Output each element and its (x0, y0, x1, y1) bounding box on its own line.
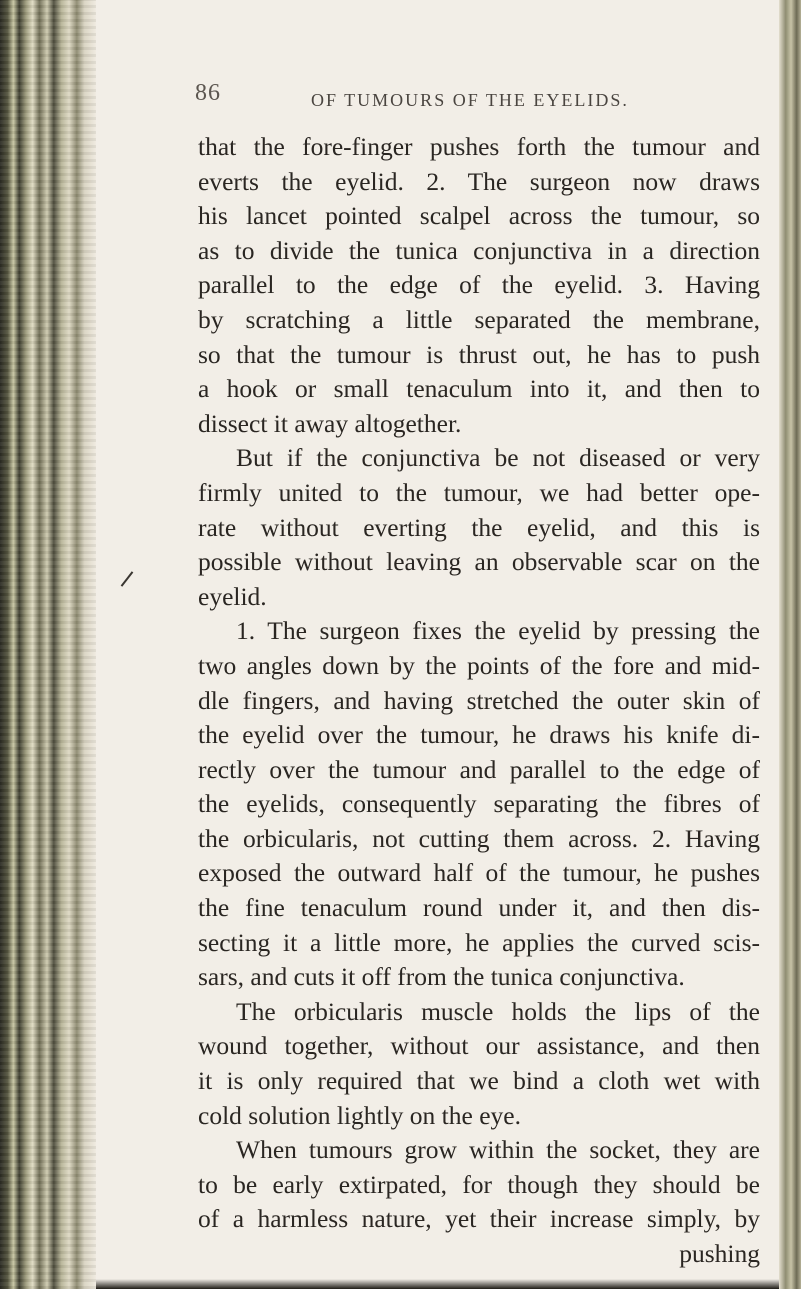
text-line: rate without everting the eyelid, and this is (198, 512, 760, 542)
text-line: a hook or small tenaculum into it, and then to (198, 374, 760, 404)
text-line: wound together, without our assistance, and then (198, 1031, 760, 1061)
text-line: his lancet pointed scalpel across the tumour, so (198, 201, 760, 231)
text-line: dle fingers, and having stretched the outer skin of (198, 685, 760, 715)
text-line: it is only required that we bind a cloth wet with (198, 1066, 760, 1096)
text-line: the eyelid over the tumour, he draws his knife di- (198, 720, 760, 750)
page-fore-edge (779, 0, 801, 1289)
body-text (198, 130, 760, 1272)
text-line: parallel to the edge of the eyelid. 3. Having (198, 270, 760, 300)
text-line: 1. The surgeon fixes the eyelid by pressing the (236, 616, 760, 646)
text-line: eyelid. (198, 581, 267, 611)
text-line: dissect it away altogether. (198, 408, 462, 438)
running-head: OF TUMOURS OF THE EYELIDS. (311, 90, 629, 110)
text-line: the fine tenaculum round under it, and then dis- (198, 893, 760, 923)
text-line: by scratching a little separated the membrane, (198, 304, 760, 334)
text-line: secting it a little more, he applies the curved scis- (198, 927, 760, 957)
text-line: cold solution lightly on the eye. (198, 1100, 521, 1130)
text-line: The orbicularis muscle holds the lips of the (236, 996, 760, 1026)
page-bottom-shadow (96, 1279, 779, 1289)
text-line: to be early extirpated, for though they should be (198, 1169, 760, 1199)
page-number: 86 (195, 80, 221, 106)
text-line: the orbicularis, not cutting them across. 2. Having (198, 823, 760, 853)
text-line: of a harmless nature, yet their increase simply, by (198, 1204, 760, 1234)
text-line: that the fore-finger pushes forth the tumour and (198, 132, 760, 161)
text-line: possible without leaving an observable scar on the (198, 547, 760, 577)
text-line: so that the tumour is thrust out, he has to push (198, 339, 760, 369)
text-line: exposed the outward half of the tumour, he pushes (198, 858, 760, 888)
text-line: When tumours grow within the socket, they are (236, 1135, 760, 1165)
page-header (195, 80, 755, 120)
text-line: sars, and cuts it off from the tunica conjunctiva. (198, 962, 685, 992)
text-line: firmly united to the tumour, we had better ope- (198, 477, 760, 507)
text-line: But if the conjunctiva be not diseased or very (236, 443, 760, 473)
text-line: the eyelids, consequently separating the fibres of (198, 789, 760, 819)
text-line: as to divide the tunica conjunctiva in a direction (198, 235, 760, 265)
text-line: two angles down by the points of the fore and mid- (198, 650, 760, 680)
text-line: everts the eyelid. 2. The surgeon now draws (198, 166, 760, 196)
book-gutter (0, 0, 96, 1289)
stray-ink-mark (121, 571, 134, 586)
catchword: pushing (679, 1239, 760, 1268)
text-line: rectly over the tumour and parallel to the edge of (198, 754, 760, 784)
